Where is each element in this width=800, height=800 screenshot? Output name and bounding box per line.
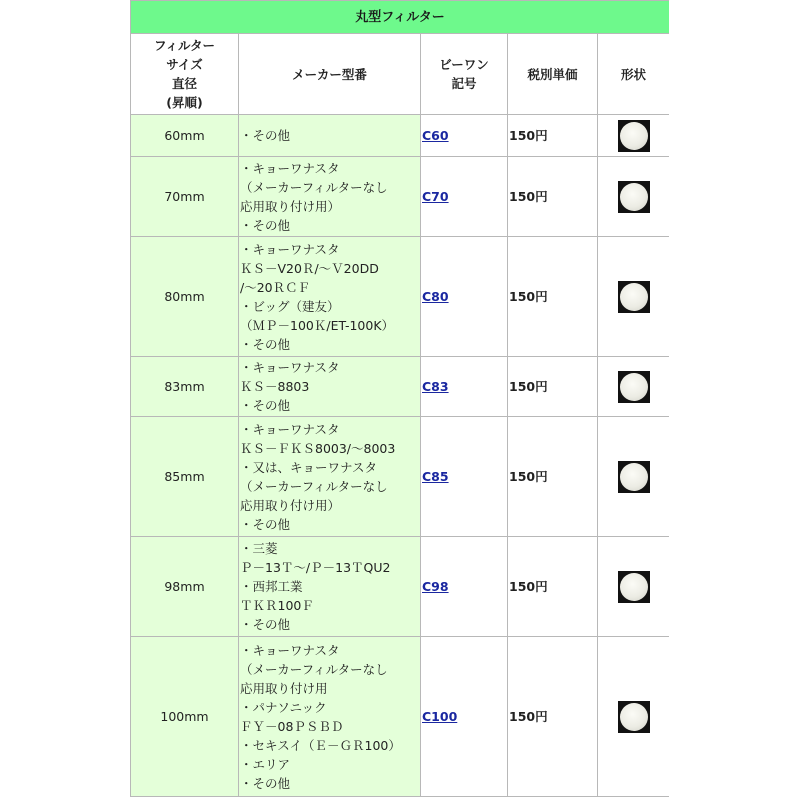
header-code-line: ビーワン <box>439 57 489 72</box>
code-link[interactable]: C60 <box>422 128 449 143</box>
round-filter-icon <box>618 571 650 603</box>
round-filter-icon <box>618 461 650 493</box>
maker-cell: ・キョーワナスタ （メーカーフィルターなし 応用取り付け用） ・その他 <box>239 157 421 237</box>
code-link[interactable]: C80 <box>422 289 449 304</box>
code-cell <box>421 115 508 157</box>
size-cell: 83mm <box>131 357 239 417</box>
header-shape: 形状 <box>598 34 670 115</box>
price-cell: 150円 <box>508 637 598 797</box>
table-row <box>131 157 670 237</box>
round-filter-icon <box>618 371 650 403</box>
maker-cell: ・三菱 Ｐ－13Ｔ～/Ｐ－13ＴQU2 ・西邦工業 ＴＫＲ100Ｆ ・その他 <box>239 537 421 637</box>
table-title: 丸型フィルター <box>131 1 670 34</box>
header-size-line: 直径 <box>171 76 197 91</box>
shape-cell <box>598 637 670 797</box>
shape-cell <box>598 115 670 157</box>
round-filter-icon <box>618 281 650 313</box>
size-cell: 85mm <box>131 417 239 537</box>
code-link[interactable]: C70 <box>422 189 449 204</box>
header-code <box>421 34 508 115</box>
size-cell: 100mm <box>131 637 239 797</box>
price-cell: 150円 <box>508 357 598 417</box>
round-filter-icon <box>618 701 650 733</box>
size-cell: 80mm <box>131 237 239 357</box>
round-filter-table <box>130 0 669 797</box>
header-code-line: 記号 <box>451 76 477 91</box>
maker-cell: ・キョーワナスタ （メーカーフィルターなし 応用取り付け用 ・パナソニック ＦＹ－08ＰＳＢＤ ・セキスイ（Ｅ－ＧＲ100） ・エリア ・その他 <box>239 637 421 797</box>
code-link[interactable]: C85 <box>422 469 449 484</box>
price-cell: 150円 <box>508 417 598 537</box>
shape-cell <box>598 237 670 357</box>
table-row <box>131 537 670 637</box>
shape-cell <box>598 357 670 417</box>
filter-table-container <box>130 0 669 800</box>
header-size-line: フィルター <box>153 38 215 53</box>
shape-cell <box>598 537 670 637</box>
header-price: 税別単価 <box>508 34 598 115</box>
price-cell: 150円 <box>508 115 598 157</box>
price-cell: 150円 <box>508 537 598 637</box>
code-cell <box>421 357 508 417</box>
table-row <box>131 417 670 537</box>
header-size-line: (昇順) <box>166 95 203 110</box>
size-cell: 60mm <box>131 115 239 157</box>
code-link[interactable]: C83 <box>422 379 449 394</box>
size-cell: 98mm <box>131 537 239 637</box>
code-cell <box>421 637 508 797</box>
table-row <box>131 237 670 357</box>
code-link[interactable]: C98 <box>422 579 449 594</box>
code-cell <box>421 537 508 637</box>
code-cell <box>421 237 508 357</box>
header-maker: メーカー型番 <box>239 34 421 115</box>
size-cell: 70mm <box>131 157 239 237</box>
shape-cell <box>598 157 670 237</box>
table-row <box>131 357 670 417</box>
maker-cell: ・キョーワナスタ ＫＳ－V20Ｒ/～Ｖ20DD /～20ＲＣＦ ・ビッグ（建友） （ＭＰ－100Ｋ/ET-100K） ・その他 <box>239 237 421 357</box>
round-filter-icon <box>618 181 650 213</box>
code-link[interactable]: C100 <box>422 709 458 724</box>
maker-cell: ・キョーワナスタ ＫＳ－8803 ・その他 <box>239 357 421 417</box>
table-row <box>131 115 670 157</box>
round-filter-icon <box>618 120 650 152</box>
header-size <box>131 34 239 115</box>
table-row <box>131 637 670 797</box>
price-cell: 150円 <box>508 237 598 357</box>
maker-cell: ・その他 <box>239 115 421 157</box>
header-size-line: サイズ <box>166 57 203 72</box>
code-cell <box>421 417 508 537</box>
price-cell: 150円 <box>508 157 598 237</box>
shape-cell <box>598 417 670 537</box>
code-cell <box>421 157 508 237</box>
maker-cell: ・キョーワナスタ ＫＳ－ＦＫＳ8003/～8003 ・又は、キョーワナスタ （メーカーフィルターなし 応用取り付け用） ・その他 <box>239 417 421 537</box>
